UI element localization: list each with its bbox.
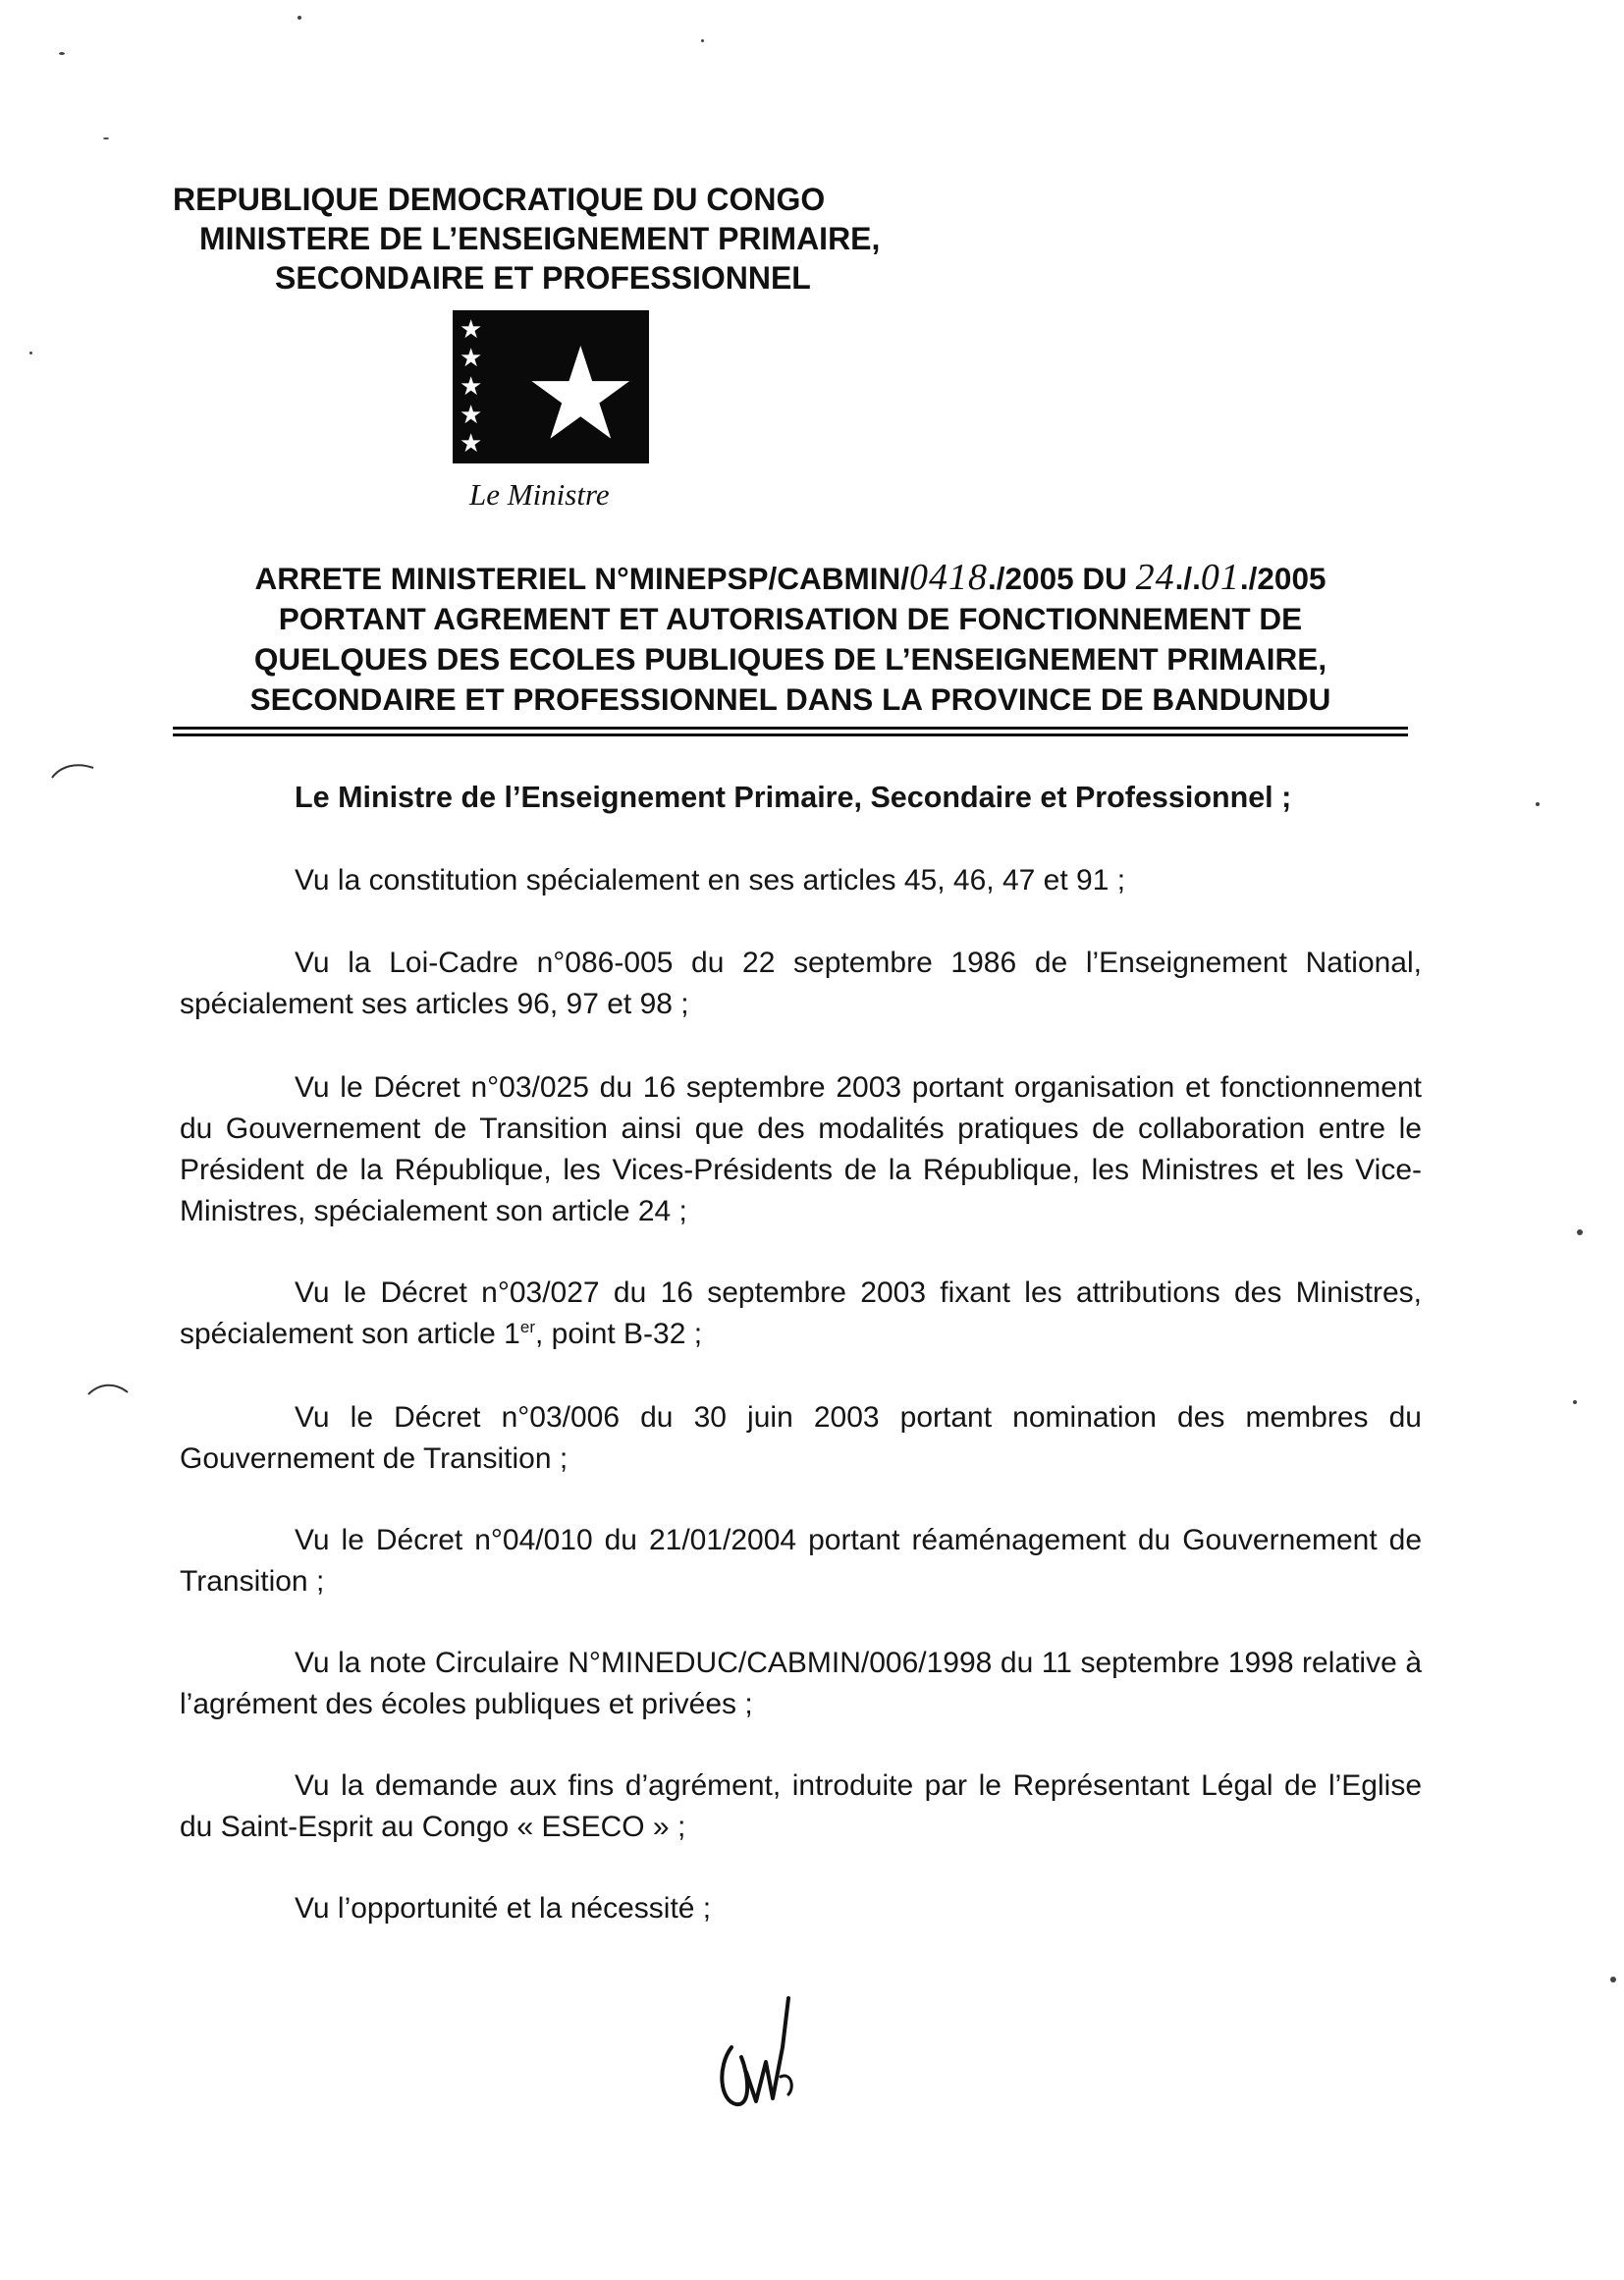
minister-label: Le Ministre xyxy=(469,477,610,512)
scan-speck xyxy=(298,16,301,20)
handwritten-signature xyxy=(712,1979,820,2116)
handwritten-day: 24 xyxy=(1135,557,1175,598)
title-underline xyxy=(173,727,1408,730)
star-icon: ★ xyxy=(460,344,483,373)
scan-speck xyxy=(701,39,704,42)
scan-mark xyxy=(49,756,98,786)
title-underline-double xyxy=(173,733,1408,736)
star-icon: ★ xyxy=(460,372,483,402)
decree-title xyxy=(173,558,1408,720)
scan-speck xyxy=(1577,1229,1583,1235)
vu-loi-cadre: Vu la Loi-Cadre n°086-005 du 22 septembre 1986 de l’Enseignement National, spécialement ses articles 96, 97 et 98 ; xyxy=(180,947,1422,1020)
scan-speck xyxy=(103,137,109,139)
decree-ref-mid: ./2005 DU xyxy=(988,561,1136,596)
title-line-2: PORTANT AGREMENT ET AUTORISATION DE FONCTIONNEMENT DE xyxy=(278,601,1303,636)
vu-decret-03-025: Vu le Décret n°03/025 du 16 septembre 2003 portant organisation et fonctionnement du Gouvernement de Transition ainsi que des modalités pratiques de collaboration entre le Président de la République, les Vices-Présidents de la République, les Ministres et les Vice-Ministres, spécialement son article 24 ; xyxy=(180,1071,1422,1227)
title-line-3: QUELQUES DES ECOLES PUBLIQUES DE L’ENSEIGNEMENT PRIMAIRE, xyxy=(253,641,1327,677)
scan-speck xyxy=(1536,802,1540,806)
handwritten-month: 01 xyxy=(1200,557,1240,598)
drc-flag-emblem xyxy=(453,310,649,468)
star-icon: ★ xyxy=(460,429,483,459)
minister-intro: Le Ministre de l’Enseignement Primaire, Secondaire et Professionnel ; xyxy=(295,781,1292,814)
handwritten-decree-number: 0418 xyxy=(909,557,989,598)
vu-note-circulaire: Vu la note Circulaire N°MINEDUC/CABMIN/006/1998 du 11 septembre 1998 relative à l’agrément des écoles publiques et privées ; xyxy=(180,1647,1422,1720)
title-line-4: SECONDAIRE ET PROFESSIONNEL DANS LA PROVINCE DE BANDUNDU xyxy=(249,681,1331,717)
vu-decret-03-006: Vu le Décret n°03/006 du 30 juin 2003 portant nomination des membres du Gouvernement de Transition ; xyxy=(180,1401,1422,1475)
vu-decret-03-027 xyxy=(180,1273,1422,1355)
vu-constitution: Vu la constitution spécialement en ses articles 45, 46, 47 et 91 ; xyxy=(295,864,1126,896)
vu-demande: Vu la demande aux fins d’agrément, introduite par le Représentant Légal de l’Eglise du Saint-Esprit au Congo « ESECO » ; xyxy=(180,1769,1422,1843)
star-icon: ★ xyxy=(460,401,483,430)
ministry-heading-line2: SECONDAIRE ET PROFESSIONNEL xyxy=(275,260,811,296)
decret-027-point: , point B-32 ; xyxy=(534,1318,703,1350)
superscript-er: er xyxy=(519,1318,535,1336)
scan-speck xyxy=(29,352,32,354)
scan-speck xyxy=(59,52,65,55)
country-heading: REPUBLIQUE DEMOCRATIQUE DU CONGO xyxy=(173,182,826,217)
scan-speck xyxy=(1610,1977,1616,1982)
decree-ref-prefix: ARRETE MINISTERIEL N°MINEPSP/CABMIN/ xyxy=(254,561,910,596)
flag-small-stars xyxy=(460,316,482,459)
decree-reference-line xyxy=(173,558,1408,599)
scan-speck xyxy=(1573,1400,1577,1404)
vu-opportunite: Vu l’opportunité et la nécessité ; xyxy=(295,1892,712,1925)
decret-027-text: Vu le Décret n°03/027 du 16 septembre 2003 fixant les attributions des Ministres, spécialement son article 1 xyxy=(180,1276,1422,1350)
vu-decret-04-010: Vu le Décret n°04/010 du 21/01/2004 portant réaménagement du Gouvernement de Transition ; xyxy=(180,1524,1422,1598)
ministry-heading-line1: MINISTERE DE L’ENSEIGNEMENT PRIMAIRE, xyxy=(199,221,881,256)
large-star-icon: ★ xyxy=(523,319,638,468)
scan-mark xyxy=(84,1375,134,1404)
decree-ref-suffix: ./2005 xyxy=(1239,561,1326,596)
date-separator: ./. xyxy=(1174,561,1201,596)
star-icon: ★ xyxy=(460,315,483,345)
